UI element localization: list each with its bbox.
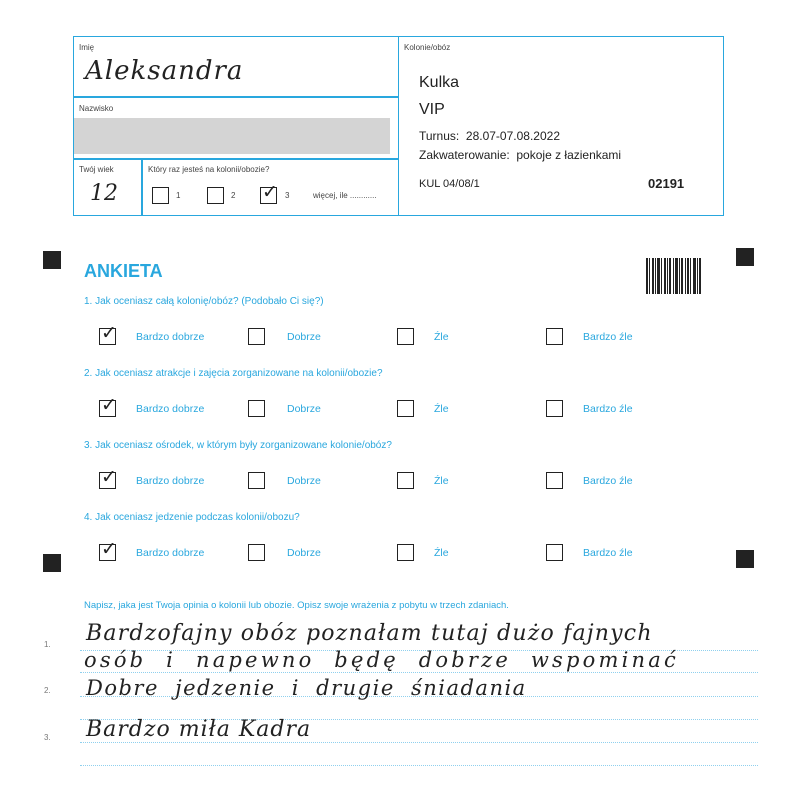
q1-dobrze-label: Dobrze <box>287 331 321 343</box>
q4-bardzo-zle-label: Bardzo źle <box>583 547 633 559</box>
count-option-1: 1 <box>176 191 181 200</box>
turnus: Turnus: 28.07-07.08.2022 <box>419 129 560 143</box>
question-2: 2. Jak oceniasz atrakcje i zajęcia zorganizowane na kolonii/obozie? <box>84 368 383 379</box>
nazwisko-redacted <box>74 118 390 154</box>
opinion-line-2[interactable]: osób i napewno będę dobrze wspominać <box>84 648 679 672</box>
imie-value[interactable]: Aleksandra <box>85 56 244 86</box>
kolonia-type: VIP <box>419 101 445 118</box>
q3-dobrze-checkbox[interactable] <box>248 472 265 489</box>
q1-dobrze-checkbox[interactable] <box>248 328 265 345</box>
q2-zle-label: Źle <box>434 403 449 415</box>
question-3: 3. Jak oceniasz ośrodek, w którym były zorganizowane kolonie/obóz? <box>84 440 392 451</box>
q4-zle-label: Źle <box>434 547 449 559</box>
q1-bardzo-zle-label: Bardzo źle <box>583 331 633 343</box>
form-number: 02191 <box>648 176 685 191</box>
survey-title: ANKIETA <box>84 261 163 281</box>
registration-marker <box>43 554 61 572</box>
registration-marker <box>43 251 61 269</box>
col-divider <box>141 158 143 216</box>
ktory-raz-label: Który raz jesteś na kolonii/obozie? <box>148 165 270 174</box>
count-option-2: 2 <box>231 191 236 200</box>
q1-zle-label: Źle <box>434 331 449 343</box>
q2-bardzo-zle-checkbox[interactable] <box>546 400 563 417</box>
checkmark-icon: ✓ <box>101 538 117 560</box>
writing-line <box>80 742 758 743</box>
kolonia-name: Kulka <box>419 74 460 91</box>
registration-marker <box>736 550 754 568</box>
q3-zle-checkbox[interactable] <box>397 472 414 489</box>
q2-zle-checkbox[interactable] <box>397 400 414 417</box>
q3-bardzo-dobrze-checkbox[interactable] <box>99 466 117 489</box>
checkmark-icon: ✓ <box>101 322 117 344</box>
line-number-1: 1. <box>44 640 51 649</box>
count-checkbox-3[interactable] <box>260 181 278 204</box>
kolonia-label: Kolonie/obóz <box>404 43 451 52</box>
q1-bardzo-dobrze-checkbox[interactable] <box>99 322 117 345</box>
q3-bardzo-zle-checkbox[interactable] <box>546 472 563 489</box>
q2-bardzo-dobrze-checkbox[interactable] <box>99 394 117 417</box>
question-1: 1. Jak oceniasz całą kolonię/obóz? (Podobało Ci się?) <box>84 296 324 307</box>
checkmark-icon: ✓ <box>262 181 278 203</box>
nazwisko-label: Nazwisko <box>79 104 114 113</box>
opinion-prompt: Napisz, jaka jest Twoja opinia o kolonii lub obozie. Opisz swoje wrażenia z pobytu w trzech zdaniach. <box>84 600 509 611</box>
writing-line <box>80 765 758 766</box>
q4-bardzo-dobrze-checkbox[interactable] <box>99 538 117 561</box>
imie-label: Imię <box>79 43 95 52</box>
barcode <box>646 258 702 294</box>
q2-bardzo-dobrze-label: Bardzo dobrze <box>136 403 205 415</box>
row-divider <box>73 158 399 160</box>
q4-bardzo-dobrze-label: Bardzo dobrze <box>136 547 205 559</box>
q1-zle-checkbox[interactable] <box>397 328 414 345</box>
wiecej-label: więcej, ile ............ <box>313 191 377 200</box>
q2-dobrze-label: Dobrze <box>287 403 321 415</box>
q4-dobrze-checkbox[interactable] <box>248 544 265 561</box>
wiek-value[interactable]: 12 <box>90 181 118 206</box>
q3-bardzo-dobrze-label: Bardzo dobrze <box>136 475 205 487</box>
count-checkbox-1[interactable] <box>152 187 169 204</box>
q3-bardzo-zle-label: Bardzo źle <box>583 475 633 487</box>
opinion-line-3[interactable]: Dobre jedzenie i drugie śniadania <box>86 676 527 700</box>
row-divider <box>73 96 399 98</box>
q4-zle-checkbox[interactable] <box>397 544 414 561</box>
q3-dobrze-label: Dobrze <box>287 475 321 487</box>
question-4: 4. Jak oceniasz jedzenie podczas kolonii/obozu? <box>84 512 300 523</box>
line-number-3: 3. <box>44 733 51 742</box>
q1-bardzo-dobrze-label: Bardzo dobrze <box>136 331 205 343</box>
count-option-3: 3 <box>285 191 290 200</box>
wiek-label: Twój wiek <box>79 165 114 174</box>
q2-bardzo-zle-label: Bardzo źle <box>583 403 633 415</box>
line-number-2: 2. <box>44 686 51 695</box>
checkmark-icon: ✓ <box>101 394 117 416</box>
count-checkbox-2[interactable] <box>207 187 224 204</box>
camp-code: KUL 04/08/1 <box>419 178 480 190</box>
checkmark-icon: ✓ <box>101 466 117 488</box>
writing-line <box>80 672 758 673</box>
q4-bardzo-zle-checkbox[interactable] <box>546 544 563 561</box>
q3-zle-label: Źle <box>434 475 449 487</box>
q1-bardzo-zle-checkbox[interactable] <box>546 328 563 345</box>
q4-dobrze-label: Dobrze <box>287 547 321 559</box>
opinion-line-1[interactable]: Bardzofajny obóz poznałam tutaj dużo fajnych <box>86 621 653 646</box>
zakwaterowanie: Zakwaterowanie: pokoje z łazienkami <box>419 148 622 162</box>
opinion-line-4[interactable]: Bardzo miła Kadra <box>86 717 312 742</box>
q2-dobrze-checkbox[interactable] <box>248 400 265 417</box>
registration-marker <box>736 248 754 266</box>
